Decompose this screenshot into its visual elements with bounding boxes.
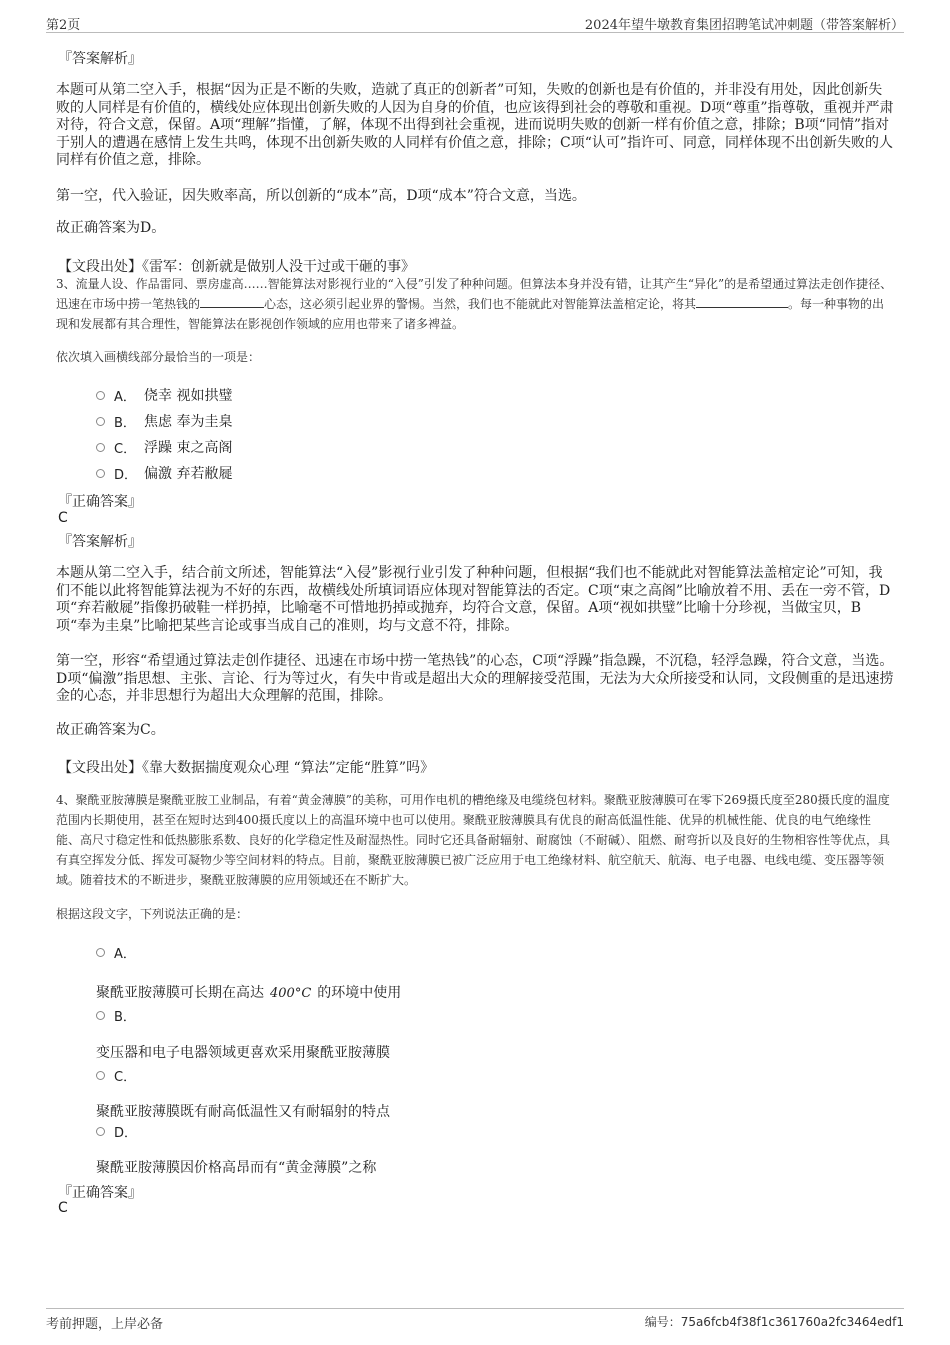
q3-answer-label: 『正确答案』	[58, 494, 142, 510]
q4-option-d[interactable]: D．	[96, 1122, 144, 1141]
radio-icon[interactable]	[96, 1127, 105, 1136]
page-number: 第2页	[46, 18, 81, 33]
radio-icon[interactable]	[96, 469, 105, 478]
radio-icon[interactable]	[96, 1071, 105, 1080]
document-title: 2024年望牛墩教育集团招聘笔试冲刺题（带答案解析）	[584, 18, 904, 33]
radio-icon[interactable]	[96, 1011, 105, 1020]
q3-prompt: 依次填入画横线部分最恰当的一项是：	[56, 350, 261, 364]
q4-option-c-text: 聚酰亚胺薄膜既有耐高低温性又有耐辐射的特点	[96, 1104, 390, 1120]
q3-stem: 3、流量人设、作品雷同、票房虚高……智能算法对影视行业的“入侵”引发了种种问题。但算法本身并没有错，让其产生“异化”的是希望通过算法走创作捷径、迅速在市场中捞一笔热钱的 心态，这必须引起业界的警惕。当然，我们也不能就此对智能算法盖棺定论，将其 。每一种事物的出现和发展都有其合理性，智能算法在影视创作领域的应用也带来了诸多裨益。	[56, 277, 893, 331]
temperature-formula: 400°C	[270, 986, 312, 1001]
blank-2	[696, 295, 788, 308]
q4-answer-label: 『正确答案』	[58, 1185, 142, 1201]
q4-option-a[interactable]: A．	[96, 943, 144, 962]
q4-option-b[interactable]: B．	[96, 1006, 144, 1025]
q3-option-b[interactable]: B． 焦虑 奉为圭臬	[96, 411, 232, 431]
q2-analysis-label: 『答案解析』	[58, 51, 142, 67]
q4-answer: C	[58, 1200, 68, 1216]
q3-analysis-label: 『答案解析』	[58, 534, 142, 550]
q2-analysis-paragraph-2: 第一空，代入验证，因失败率高，所以创新的“成本”高，D项“成本”符合文意，当选。	[56, 188, 586, 204]
radio-icon[interactable]	[96, 417, 105, 426]
q3-option-a[interactable]: A． 侥幸 视如拱璧	[96, 385, 232, 405]
q4-option-c[interactable]: C．	[96, 1066, 144, 1085]
q3-analysis-paragraph-1: 本题从第二空入手，结合前文所述，智能算法“入侵”影视行业引发了种种问题，但根据“我们也不能就此对智能算法盖棺定论”可知，我们不能以此将智能算法视为不好的东西，故横线处所填词语应体现对智能算法的否定。C项“束之高阁”比喻放着不用、丢在一旁不管，D项“弃若敝屣”指像扔破鞋一样扔掉，比喻毫不可惜地扔掉或抛弃，均符合文意，保留。A项“视如拱璧”比喻十分珍视，当做宝贝，B项“奉为圭臬”比喻把某些言论或事当成自己的准则，均与文意不符，排除。	[56, 565, 891, 634]
q2-analysis-paragraph-1: 本题可从第二空入手，根据“因为正是不断的失败，造就了真正的创新者”可知，失败的创新也是有价值的，并非没有用处，因此创新失败的人同样是有价值的，横线处应体现出创新失败的人因为自身的价值，也应该得到社会的尊敬和重视。D项“尊重”指尊敬，重视并严肃对待，符合文意，保留。A项“理解”指懂，了解，体现不出得到社会重视，进而说明失败的创新一样有价值之意，排除；B项“同情”指对于别人的遭遇在感情上发生共鸣，体现不出创新失败的人同样有价值之意，排除；C项“认可”指许可、同意，同样体现不出创新失败的人同样有价值之意，排除。	[56, 82, 894, 168]
q3-option-d[interactable]: D． 偏激 弃若敝屣	[96, 463, 232, 483]
q4-option-a-text: 聚酰亚胺薄膜可长期在高达 400°C 的环境中使用	[96, 985, 402, 1001]
radio-icon[interactable]	[96, 391, 105, 400]
q4-option-d-text: 聚酰亚胺薄膜因价格高昂而有“黄金薄膜”之称	[96, 1160, 377, 1176]
q3-answer-conclusion: 故正确答案为C。	[56, 722, 165, 738]
footer-slogan: 考前押题，上岸必备	[46, 1317, 164, 1332]
q2-answer-conclusion: 故正确答案为D。	[56, 220, 166, 236]
q4-prompt: 根据这段文字，下列说法正确的是：	[56, 907, 249, 921]
q4-stem: 4、聚酰亚胺薄膜是聚酰亚胺工业制品，有着“黄金薄膜”的美称，可用作电机的槽绝缘及电缆绕包材料。聚酰亚胺薄膜可在零下269摄氏度至280摄氏度的温度范围内长期使用，甚至在短时达到400摄氏度以上的高温环境中也可以使用。聚酰亚胺薄膜具有优良的耐高低温性能、优异的机械性能、优良的电气绝缘性能、高尺寸稳定性和低热膨胀系数、良好的化学稳定性及耐湿热性。同时它还具备耐辐射、耐腐蚀（不耐碱）、阻燃、耐弯折以及良好的生物相容性等优点，具有真空挥发分低、挥发可凝物少等空间材料的特点。目前，聚酰亚胺薄膜已被广泛应用于电工绝缘材料、航空航天、航海、电子电器、电线电缆、变压器等领域。随着技术的不断进步，聚酰亚胺薄膜的应用领域还在不断扩大。	[56, 793, 891, 887]
footer-divider	[46, 1308, 904, 1309]
blank-1	[200, 295, 264, 308]
header-divider	[46, 32, 904, 33]
radio-icon[interactable]	[96, 948, 105, 957]
q2-source: 【文段出处】《雷军：创新就是做别人没干过或干砸的事》	[58, 259, 415, 275]
q3-source: 【文段出处】《靠大数据揣度观众心理 “算法”定能“胜算”吗》	[58, 760, 435, 776]
radio-icon[interactable]	[96, 443, 105, 452]
q4-option-b-text: 变压器和电子电器领域更喜欢采用聚酰亚胺薄膜	[96, 1045, 390, 1061]
document-code: 编号：75a6fcb4f38f1c361760a2fc3464edf1	[644, 1315, 904, 1329]
q3-option-c[interactable]: C． 浮躁 束之高阁	[96, 437, 232, 457]
q3-answer: C	[58, 510, 68, 526]
q3-analysis-paragraph-2: 第一空，形容“希望通过算法走创作捷径、迅速在市场中捞一笔热钱”的心态，C项“浮躁”指急躁，不沉稳，轻浮急躁，符合文意，当选。D项“偏激”指思想、主张、言论、行为等过火，有失中肯或是超出大众的理解接受范围，无法为大众所接受和认同，文段侧重的是迅速捞金的心态，并非思想行为超出大众理解的范围，排除。	[56, 653, 894, 704]
